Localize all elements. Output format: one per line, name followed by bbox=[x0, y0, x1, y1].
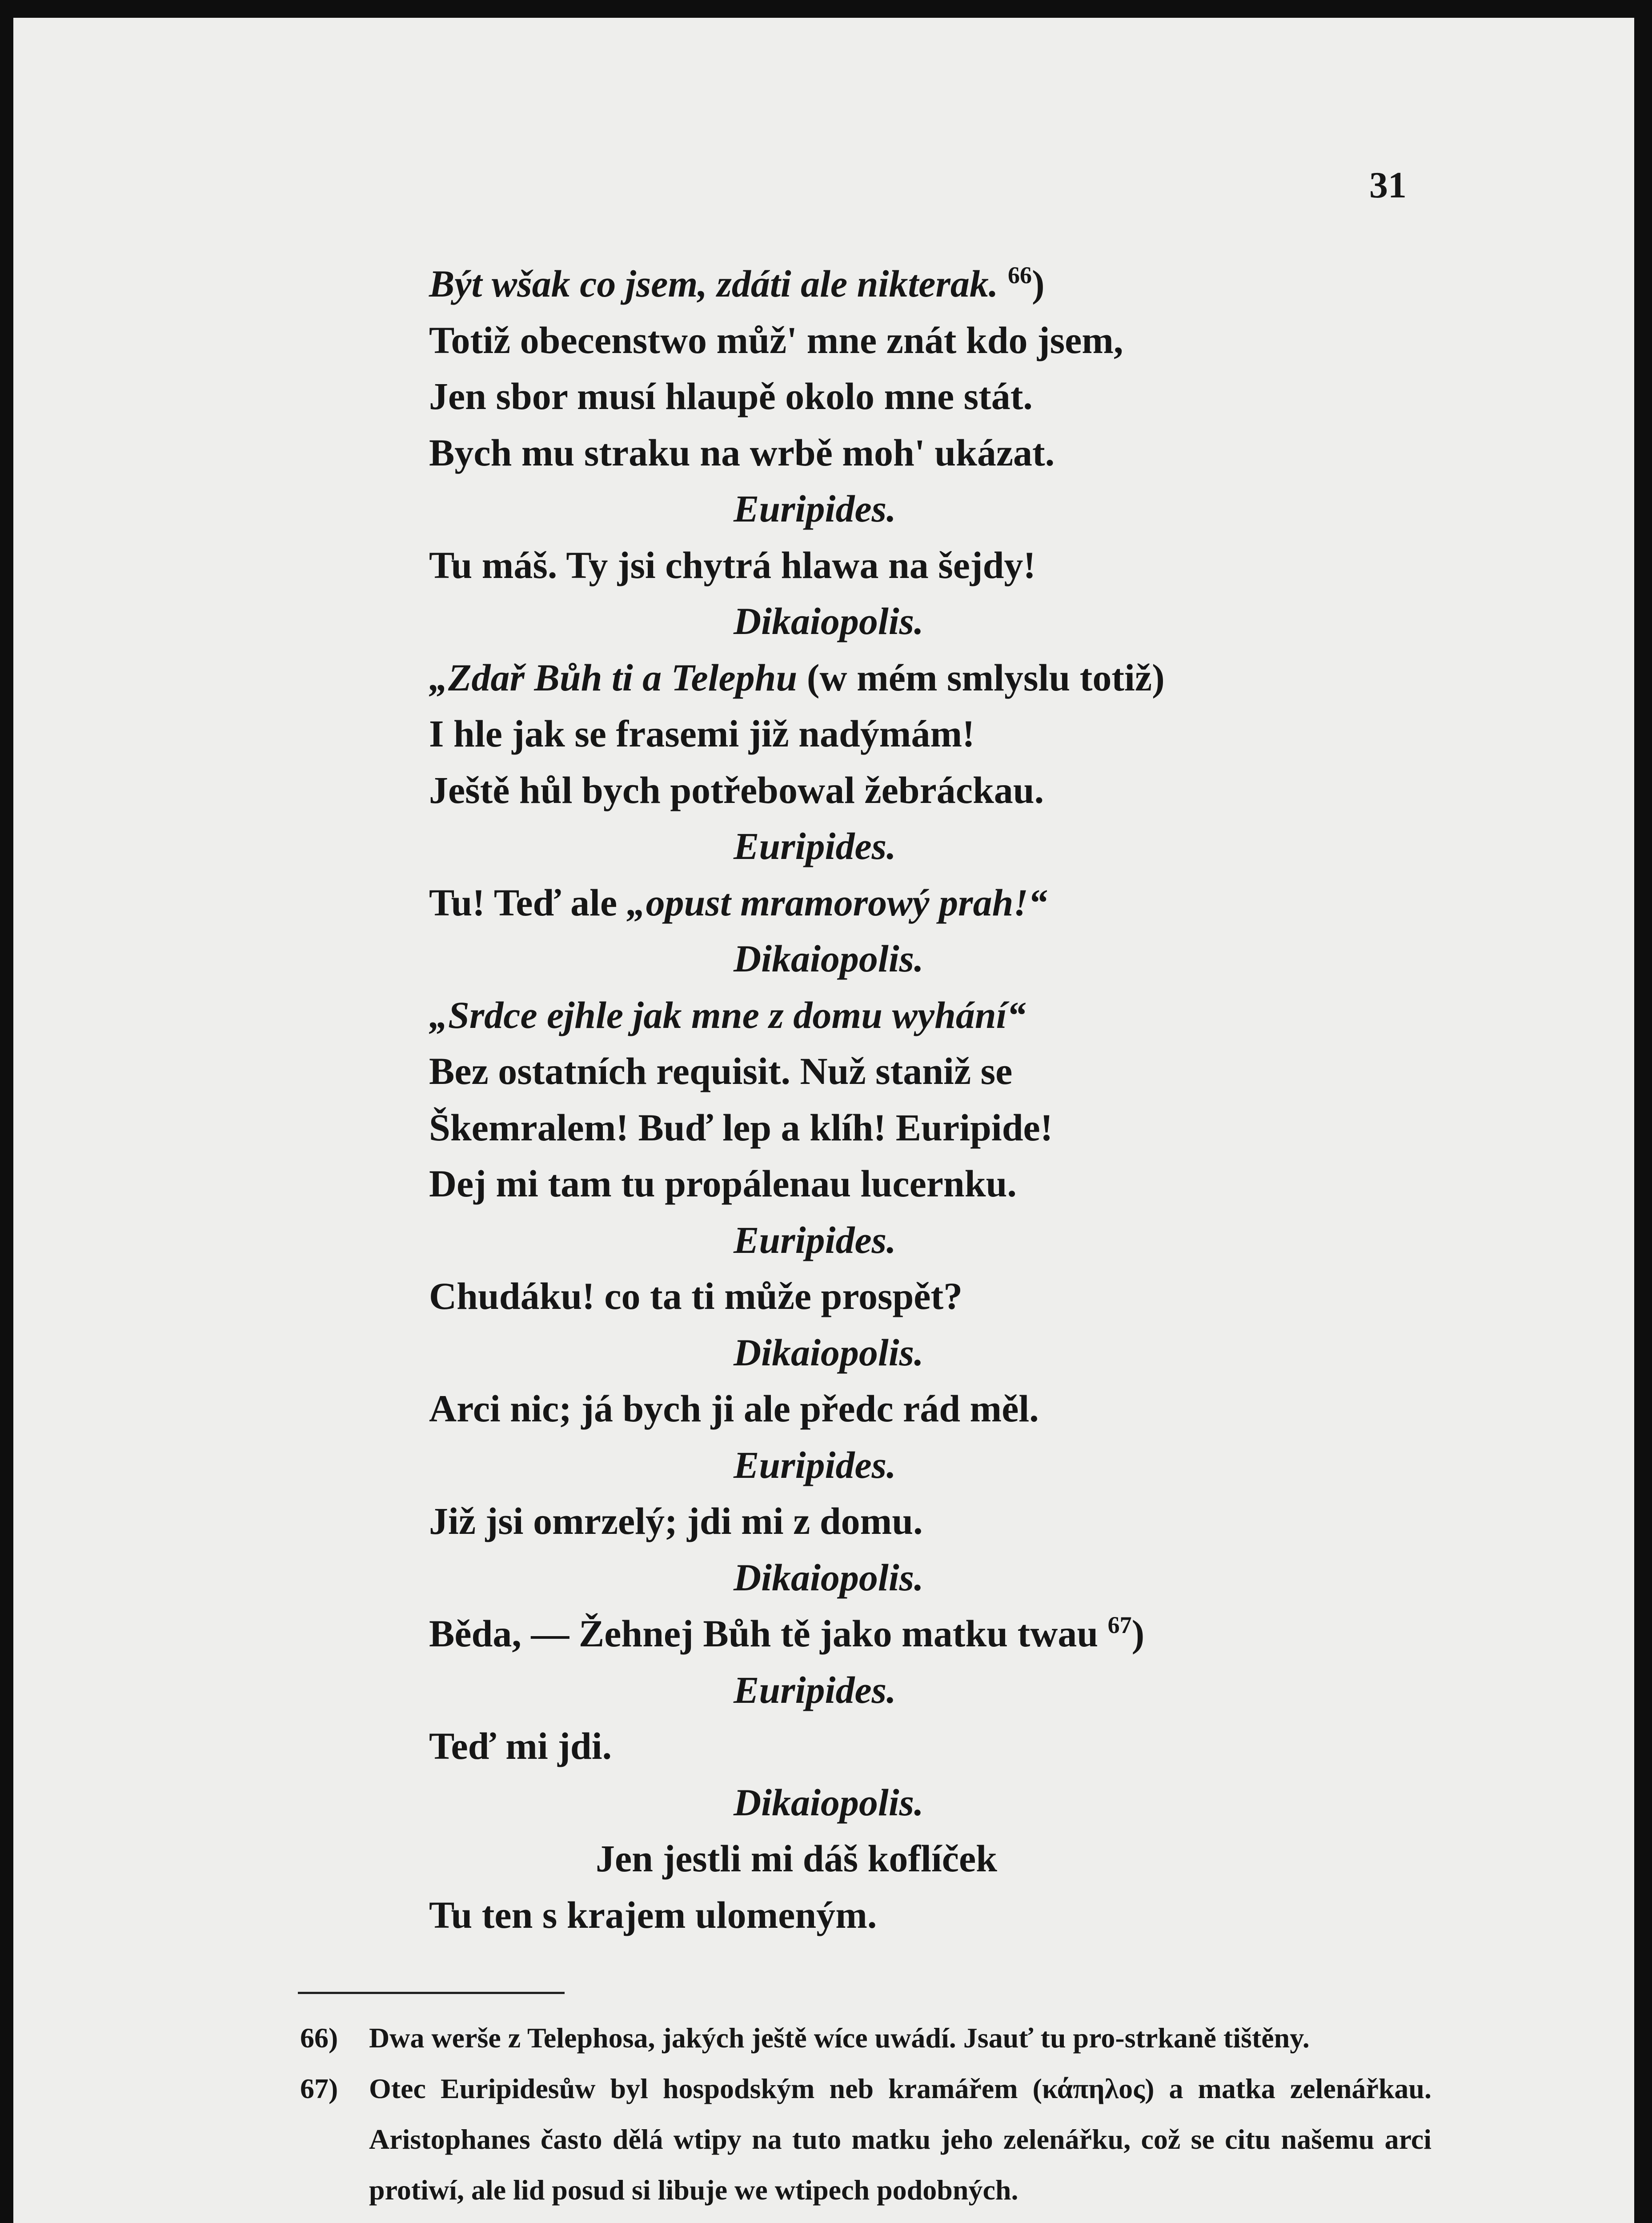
verse-fragment: Tu máš. Ty jsi chytrá hlawa na šejdy! bbox=[429, 543, 1036, 586]
verse-fragment: „Srdce ejhle jak mne z domu wyhání“ bbox=[429, 993, 1026, 1036]
footnotes bbox=[300, 2013, 1431, 2215]
verse-fragment: Dikaiopolis. bbox=[734, 1781, 924, 1824]
verse-fragment: Běda, — Žehnej Bůh tě jako matku twau bbox=[429, 1612, 1108, 1655]
speaker-name bbox=[429, 1662, 1363, 1718]
verse-line bbox=[429, 706, 1363, 762]
verse-line bbox=[429, 1099, 1363, 1156]
verse-line bbox=[429, 368, 1363, 425]
verse-fragment: Tu! Teď ale bbox=[429, 881, 627, 924]
footnote-text: Otec Euripidesůw byl hospodským neb kramářem (κάπηλος) a matka zelenářkau. Aristophanes často dělá wtipy na tuto matku jeho zelenářku, což se citu našemu arci protiwí, ale lid posud si libuje we wtipech podobných. bbox=[369, 2073, 1431, 2206]
footnote-number: 67) bbox=[300, 2073, 338, 2104]
verse-fragment: Jen jestli mi dáš koflíček bbox=[596, 1837, 997, 1880]
verse-line bbox=[429, 875, 1363, 931]
verse-line bbox=[429, 1268, 1363, 1324]
verse-fragment: ) bbox=[1131, 1612, 1145, 1655]
verse-fragment: Již jsi omrzelý; jdi mi z domu. bbox=[429, 1500, 923, 1542]
verse-fragment: „opust mramorowý prah!“ bbox=[626, 881, 1047, 924]
verse-line bbox=[429, 1156, 1363, 1212]
verse-fragment: Dej mi tam tu propálenau lucernku. bbox=[429, 1162, 1017, 1205]
footnote-ref: 66 bbox=[1007, 262, 1032, 289]
footnote-text: Dwa werše z Telephosa, jakých ještě wíce uwádí. Jsauť tu pro-strkaně tištěny. bbox=[369, 2022, 1310, 2054]
verse-line bbox=[429, 312, 1363, 369]
verse-fragment: ) bbox=[1031, 262, 1045, 305]
verse-fragment: Euripides. bbox=[734, 1668, 896, 1711]
verse-fragment: Teď mi jdi. bbox=[429, 1725, 612, 1767]
verse-fragment: Bych mu straku na wrbě moh' ukázat. bbox=[429, 431, 1055, 474]
verse-line bbox=[429, 425, 1363, 481]
verse-fragment: I hle jak se frasemi již nadýmám! bbox=[429, 712, 975, 755]
footnote bbox=[300, 2063, 1431, 2215]
verse-fragment: (w mém smlyslu totiž) bbox=[797, 656, 1165, 699]
speaker-name bbox=[429, 593, 1363, 650]
page-number: 31 bbox=[1369, 165, 1407, 206]
verse-fragment: Chudáku! co ta ti může prospět? bbox=[429, 1275, 963, 1317]
speaker-name bbox=[429, 1549, 1363, 1606]
verse-line bbox=[429, 987, 1363, 1043]
footnote-ref: 67 bbox=[1107, 1612, 1132, 1638]
speaker-name bbox=[429, 481, 1363, 537]
speaker-name bbox=[429, 818, 1363, 875]
verse-line bbox=[429, 762, 1363, 819]
verse-fragment: Jen sbor musí hlaupě okolo mne stát. bbox=[429, 375, 1033, 417]
verse-line bbox=[429, 256, 1363, 312]
verse-line bbox=[429, 1830, 1363, 1887]
verse-text bbox=[429, 256, 1363, 1943]
speaker-name bbox=[429, 1324, 1363, 1381]
speaker-name bbox=[429, 1774, 1363, 1831]
verse-line bbox=[429, 1887, 1363, 1943]
footnote-rule bbox=[298, 1992, 565, 1994]
speaker-name bbox=[429, 1212, 1363, 1268]
verse-fragment: Euripides. bbox=[734, 1218, 896, 1261]
verse-fragment: Arci nic; já bych ji ale předc rád měl. bbox=[429, 1387, 1039, 1430]
verse-fragment: Bez ostatních requisit. Nuž staniž se bbox=[429, 1050, 1013, 1092]
verse-fragment: „Zdař Bůh ti a Telephu bbox=[429, 656, 798, 699]
verse-fragment: Totiž obecenstwo můž' mne znát kdo jsem, bbox=[429, 318, 1123, 361]
verse-fragment: Dikaiopolis. bbox=[734, 600, 924, 642]
verse-fragment: Dikaiopolis. bbox=[734, 937, 924, 980]
verse-line bbox=[429, 537, 1363, 594]
footnote-number: 66) bbox=[300, 2022, 338, 2054]
verse-fragment: Být wšak co jsem, zdáti ale nikterak. bbox=[429, 262, 998, 305]
verse-fragment: Škemralem! Buď lep a klíh! Euripide! bbox=[429, 1106, 1053, 1149]
verse-fragment: Euripides. bbox=[734, 1443, 896, 1486]
verse-line bbox=[429, 1380, 1363, 1437]
verse-line bbox=[429, 1605, 1363, 1662]
verse-fragment: Dikaiopolis. bbox=[734, 1331, 924, 1374]
speaker-name bbox=[429, 931, 1363, 987]
verse-line bbox=[429, 650, 1363, 706]
verse-fragment: Tu ten s krajem ulomeným. bbox=[429, 1893, 877, 1936]
verse-line bbox=[429, 1493, 1363, 1549]
footnote bbox=[300, 2013, 1431, 2063]
verse-fragment: Ještě hůl bych potřebowal žebráckau. bbox=[429, 768, 1044, 811]
verse-line bbox=[429, 1043, 1363, 1099]
verse-fragment: Dikaiopolis. bbox=[734, 1556, 924, 1599]
verse-fragment bbox=[998, 262, 1008, 305]
speaker-name bbox=[429, 1437, 1363, 1493]
verse-fragment: Euripides. bbox=[734, 487, 896, 530]
verse-line bbox=[429, 1718, 1363, 1774]
verse-fragment: Euripides. bbox=[734, 825, 896, 867]
